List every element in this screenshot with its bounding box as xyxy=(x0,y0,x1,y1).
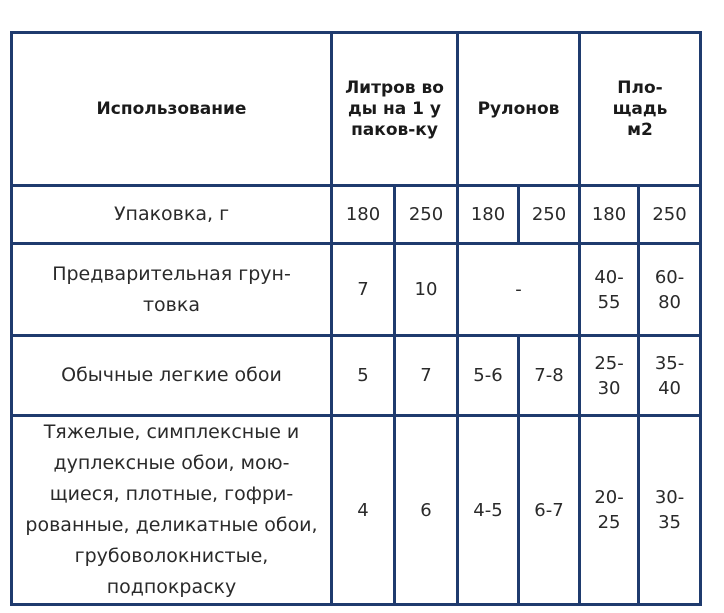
header-usage-text: Использование xyxy=(96,98,247,119)
light-rolls-180: 5-6 xyxy=(458,336,519,416)
table-row xyxy=(12,336,701,416)
light-area-250 xyxy=(639,336,701,416)
heavy-liters-180: 4 xyxy=(332,416,395,605)
row-label-primer xyxy=(12,244,332,336)
heavy-rolls-250: 6-7 xyxy=(519,416,580,605)
primer-area-180-text: 40-55 xyxy=(594,266,624,313)
primer-area-250 xyxy=(639,244,701,336)
heavy-area-180-text: 20-25 xyxy=(594,487,624,533)
row-label-heavy-text: Тяжелые, симплексные и дуплексные обои, мою-щиеся, плотные, гофри-рованные, деликатные обои, грубоволокнистые, подпокраску xyxy=(25,421,318,598)
header-liters-text: Литров воды на 1 упаков-ку xyxy=(345,77,444,140)
light-liters-180: 5 xyxy=(332,336,395,416)
primer-liters-180: 7 xyxy=(332,244,395,336)
package-liters-250: 250 xyxy=(395,186,458,244)
header-area xyxy=(580,33,701,186)
primer-area-180 xyxy=(580,244,639,336)
wallpaper-paste-table xyxy=(10,31,702,606)
primer-rolls: - xyxy=(458,244,580,336)
package-area-180: 180 xyxy=(580,186,639,244)
wallpaper-paste-table-container xyxy=(10,31,702,606)
header-area-text: Пло-щадь м2 xyxy=(612,77,668,140)
light-area-180-text: 25-30 xyxy=(594,352,624,399)
header-row xyxy=(12,33,701,186)
heavy-area-180 xyxy=(580,416,639,605)
heavy-rolls-180: 4-5 xyxy=(458,416,519,605)
heavy-liters-250: 6 xyxy=(395,416,458,605)
table-row xyxy=(12,416,701,605)
light-liters-250: 7 xyxy=(395,336,458,416)
heavy-area-250 xyxy=(639,416,701,605)
primer-area-250-text: 60-80 xyxy=(654,266,685,313)
header-liters xyxy=(332,33,458,186)
light-rolls-250: 7-8 xyxy=(519,336,580,416)
heavy-area-250-text: 30-35 xyxy=(654,487,685,533)
table-row xyxy=(12,244,701,336)
row-label-light: Обычные легкие обои xyxy=(12,336,332,416)
package-label: Упаковка, г xyxy=(12,186,332,244)
package-liters-180: 180 xyxy=(332,186,395,244)
package-rolls-180: 180 xyxy=(458,186,519,244)
package-area-250: 250 xyxy=(639,186,701,244)
light-area-250-text: 35-40 xyxy=(654,352,685,399)
header-rolls xyxy=(458,33,580,186)
primer-liters-250: 10 xyxy=(395,244,458,336)
row-label-primer-text: Предварительная грун-товка xyxy=(52,262,291,316)
header-usage xyxy=(12,33,332,186)
header-rolls-text: Рулонов xyxy=(477,98,560,119)
package-rolls-250: 250 xyxy=(519,186,580,244)
package-row xyxy=(12,186,701,244)
row-label-heavy xyxy=(12,416,332,605)
light-area-180 xyxy=(580,336,639,416)
